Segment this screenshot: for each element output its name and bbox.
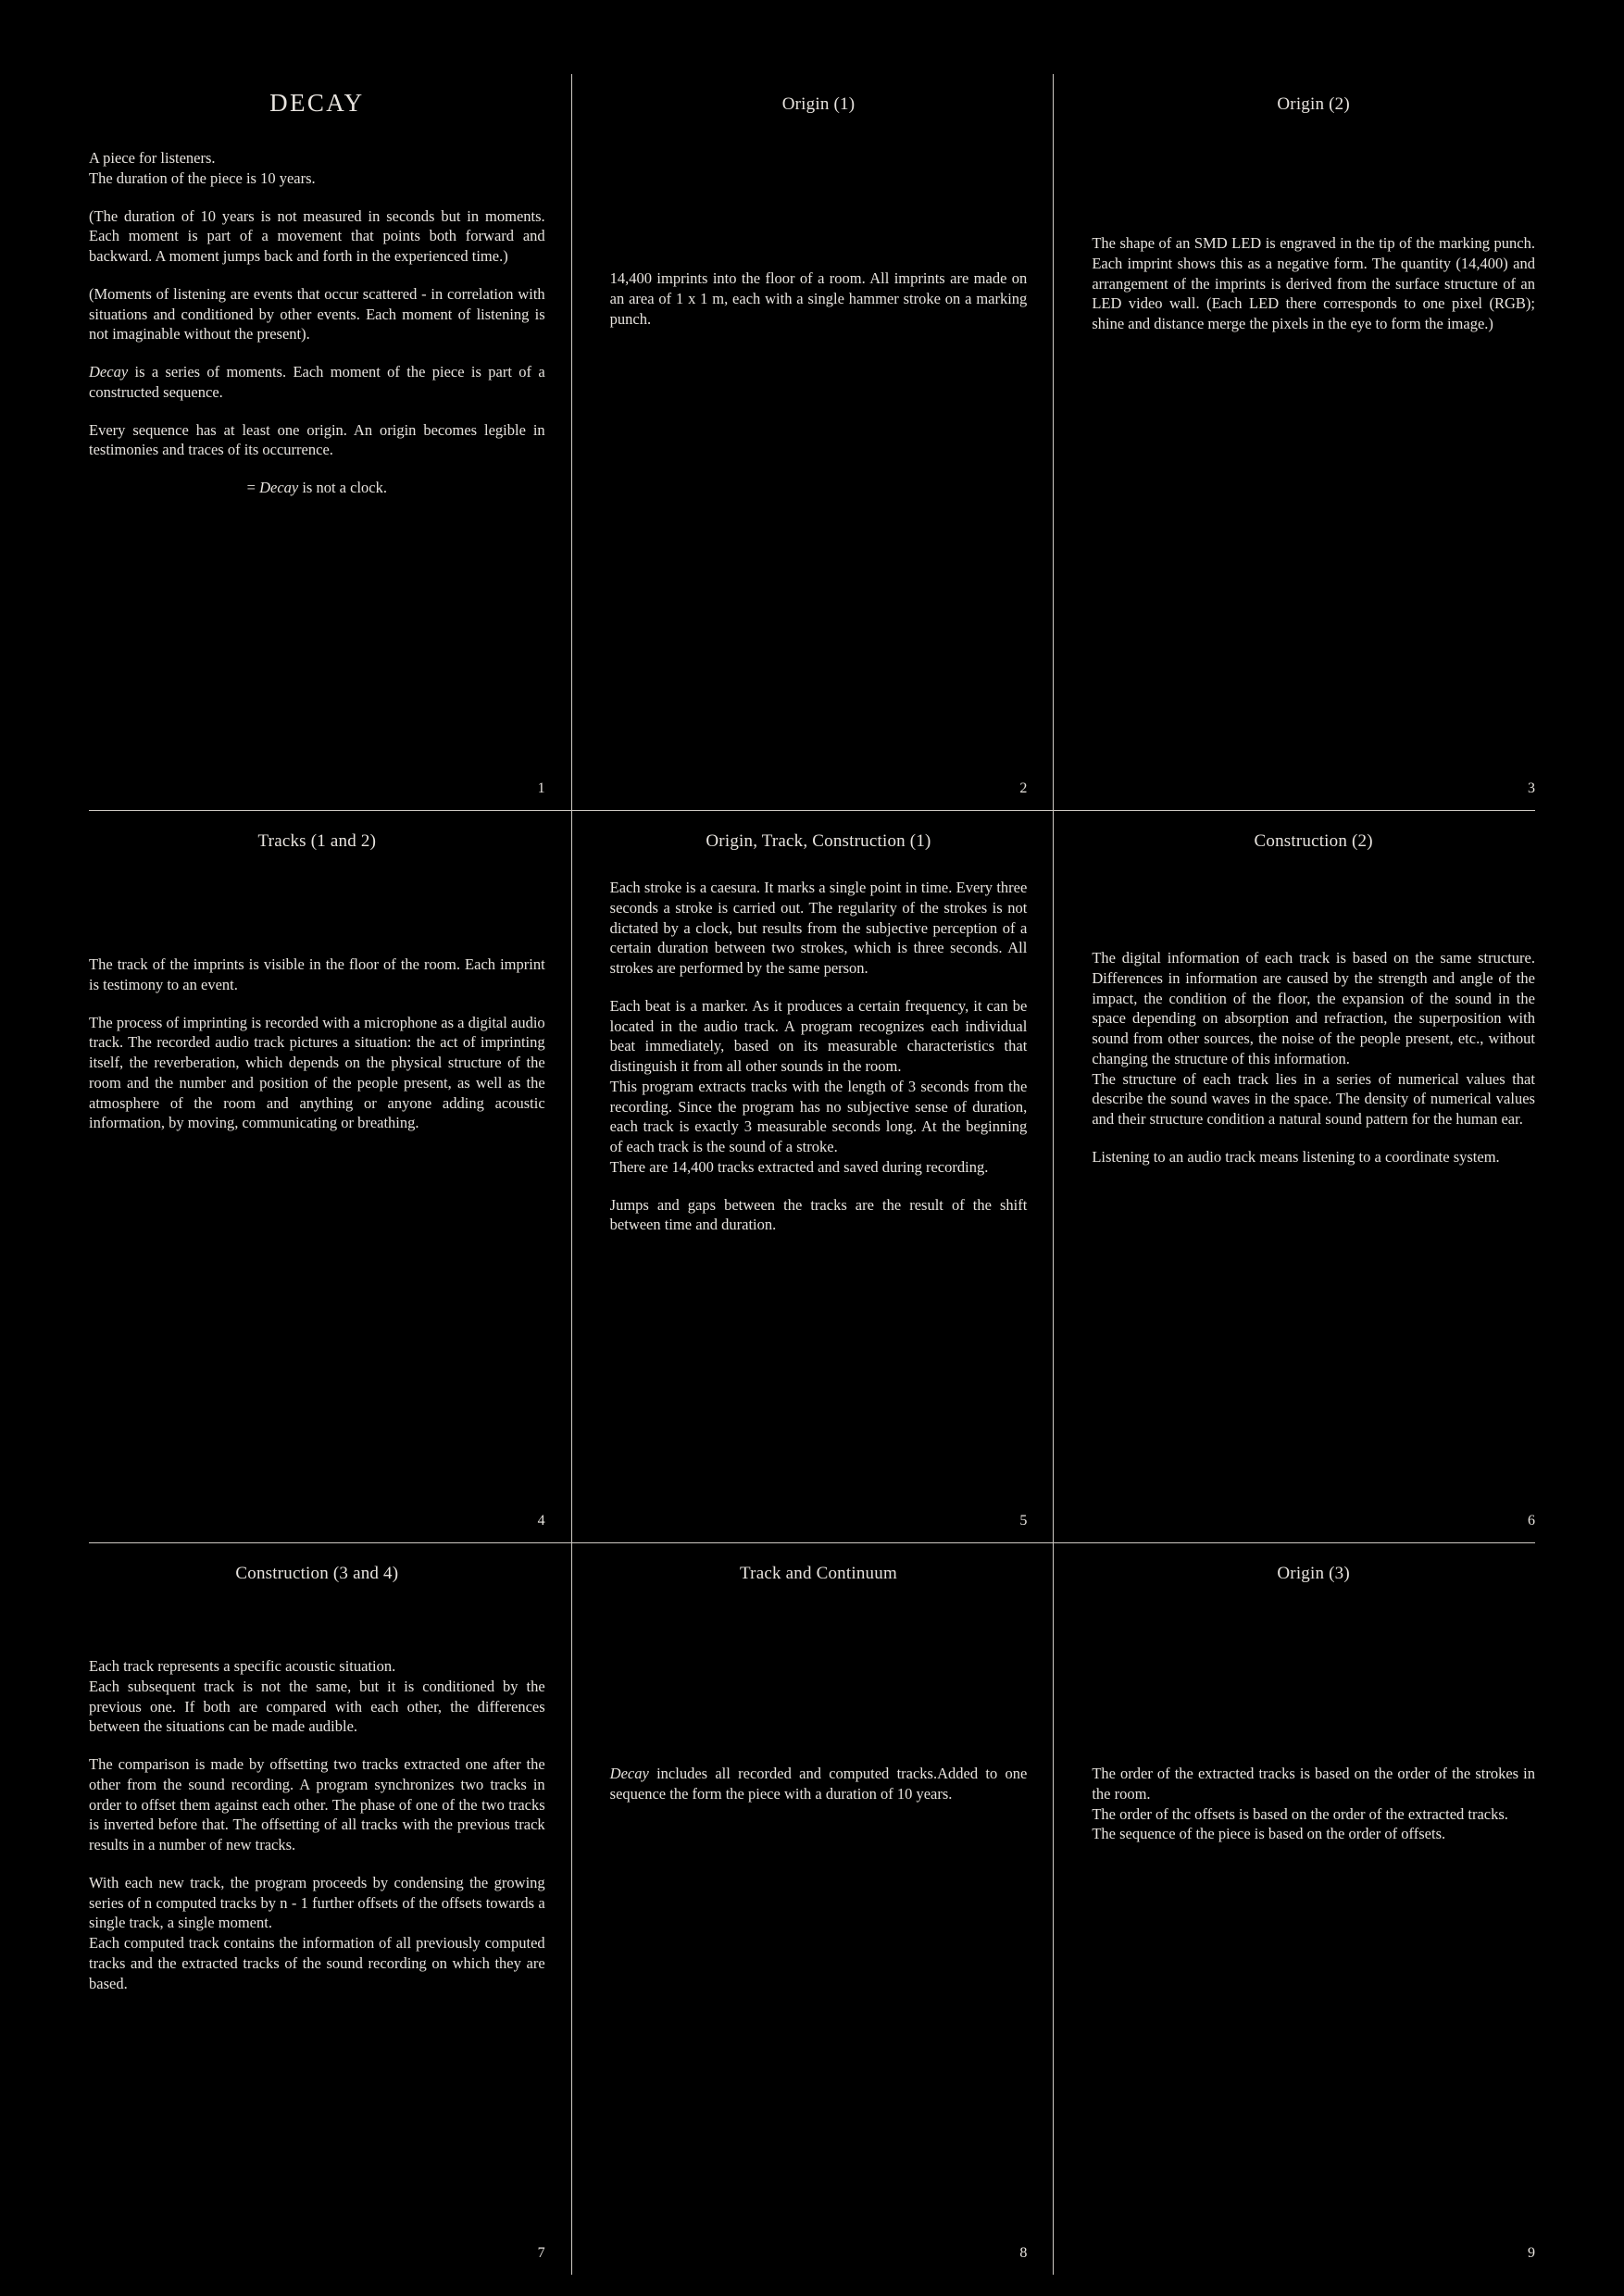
panel-origin-3 <box>1053 1543 1535 2275</box>
panel-body <box>1053 948 1535 1185</box>
paragraph: A piece for listeners. <box>89 149 216 167</box>
panel-body <box>89 955 571 1151</box>
panel-decay <box>89 74 571 810</box>
paragraph: There are 14,400 tracks extracted and saved during recording. <box>609 1157 989 1176</box>
panel-title: Origin (2) <box>1277 94 1350 114</box>
paragraph: The comparison is made by offsetting two tracks extracted one after the other from the sound recording. A program synchronizes two tracks in order to offset them against each other. The phase of one of the two tracks is inverted before that. The offsetting of all tracks with the previous track results in a number of new tracks. <box>89 1755 545 1854</box>
page-number: 5 <box>1019 1513 1028 1529</box>
panel-title: Construction (3 and 4) <box>235 1564 399 1583</box>
paragraph: Jumps and gaps between the tracks are the result of the shift between time and duration. <box>609 1195 1028 1234</box>
panel-track-and-continuum <box>571 1543 1054 2275</box>
paragraph: The sequence of the piece is based on the order of offsets. <box>1092 1825 1446 1843</box>
panel-construction-3-4 <box>89 1543 571 2275</box>
paragraph: The structure of each track lies in a series of numerical values that describe the sound waves in the space. The density of numerical values and their structure condition a natural sound pattern for the human ear. <box>1092 1069 1535 1129</box>
panel-title: DECAY <box>269 89 365 117</box>
paragraph: The digital information of each track is based on the same structure. Differences in information are caused by the strength and angle of the impact, the condition of the floor, the expansion of the sound in the space depending on absorption and refraction, the superposition with sound from other sources, the noise of the people present, etc., without changing the structure of this information. <box>1092 949 1535 1067</box>
panel-title: Origin (3) <box>1277 1564 1350 1583</box>
panel-title: Construction (2) <box>1254 831 1373 851</box>
paragraph: The order of the extracted tracks is based on the order of the strokes in the room. <box>1092 1765 1535 1803</box>
page-number: 6 <box>1527 1513 1535 1529</box>
page-number: 3 <box>1527 780 1535 796</box>
page-number: 4 <box>537 1513 545 1529</box>
paragraph: Decay includes all recorded and computed tracks.Added to one sequence the form the piece with a duration of 10 years. <box>609 1765 1028 1803</box>
paragraph: Each subsequent track is not the same, but it is conditioned by the previous one. If both are compared with each other, the differences between the situations can be made audible. <box>89 1677 545 1736</box>
panel-body <box>571 878 1054 1253</box>
paragraph: Each computed track contains the information of all previously computed tracks and the extracted tracks of the sound recording on which they are based. <box>89 1934 545 1992</box>
grid-row-3 <box>89 1543 1535 2275</box>
page-number: 9 <box>1527 2245 1535 2261</box>
paragraph: The process of imprinting is recorded with a microphone as a digital audio track. The recorded audio track pictures a situation: the act of imprinting itself, the reverberation, which depends on the physical structure of the room and the number and position of the people present, as well as the atmosphere of the room and anything or anyone adding acoustic information, by moving, communicating or breathing. <box>89 1013 545 1132</box>
paragraph: The track of the imprints is visible in the floor of the room. Each imprint is testimony to an event. <box>89 955 545 993</box>
panel-body <box>89 148 571 516</box>
paragraph: The order of thc offsets is based on the order of the extracted tracks. <box>1092 1804 1508 1823</box>
grid-row-2 <box>89 811 1535 1542</box>
paragraph: (Moments of listening are events that occur scattered - in correlation with situations and conditioned by other events. Each moment of listening is not imaginable without the present). <box>89 284 545 343</box>
panel-origin-track-construction-1 <box>571 811 1054 1542</box>
page-number: 2 <box>1019 780 1028 796</box>
page-number: 1 <box>537 780 545 796</box>
paragraph: The shape of an SMD LED is engraved in the tip of the marking punch. Each imprint shows this as a negative form. The quantity (14,400) and arrangement of the imprints is derived from the surface structure of an LED video wall. (Each LED there corresponds to one pixel (RGB); shine and distance merge the pixels in the eye to form the image.) <box>1092 234 1535 333</box>
panel-construction-2 <box>1053 811 1535 1542</box>
content-grid <box>89 74 1535 2275</box>
panel-origin-1 <box>571 74 1054 810</box>
paragraph: Listening to an audio track means listening to a coordinate system. <box>1092 1147 1500 1166</box>
panel-body <box>89 1656 571 2011</box>
paragraph: With each new track, the program proceeds by condensing the growing series of n computed tracks by n - 1 further offsets of the offsets towards a single track, a single moment. <box>89 1873 545 1932</box>
paragraph: Each beat is a marker. As it produces a certain frequency, it can be located in the audio track. A program recognizes each individual beat immediately, based on its measurable characteristics that distinguish it from all other sounds in the room. <box>609 996 1028 1076</box>
paragraph: 14,400 imprints into the floor of a room. All imprints are made on an area of 1 x 1 m, each with a single hammer stroke on a marking punch. <box>609 269 1028 328</box>
grid-row-1 <box>89 74 1535 810</box>
panel-tracks-1-2 <box>89 811 571 1542</box>
paragraph: (The duration of 10 years is not measured in seconds but in moments. Each moment is part of a movement that points both forward and backward. A moment jumps back and forth in the experienced time.) <box>89 206 545 266</box>
paragraph: This program extracts tracks with the length of 3 seconds from the recording. Since the program has no subjective sense of duration, each track is exactly 3 measurable seconds long. At the beginning of each track is the sound of a stroke. <box>609 1077 1028 1156</box>
paragraph: The duration of the piece is 10 years. <box>89 168 316 187</box>
panel-title: Origin (1) <box>781 94 856 114</box>
paragraph: Decay is a series of moments. Each moment of the piece is part of a constructed sequence. <box>89 363 545 401</box>
panel-body <box>1053 233 1535 352</box>
page-number: 8 <box>1019 2245 1028 2261</box>
panel-title: Tracks (1 and 2) <box>257 831 377 851</box>
panel-title: Track and Continuum <box>740 1564 897 1583</box>
paragraph: Every sequence has at least one origin. An origin becomes legible in testimonies and traces of its occurrence. <box>89 420 545 459</box>
panel-body <box>1053 1764 1535 1862</box>
page-number: 7 <box>537 2245 545 2261</box>
panel-body <box>571 268 1054 346</box>
panel-title: Origin, Track, Construction (1) <box>706 831 931 851</box>
paragraph: = Decay is not a clock. <box>246 479 387 497</box>
panel-origin-2 <box>1053 74 1535 810</box>
paragraph: Each track represents a specific acoustic situation. <box>89 1657 396 1675</box>
panel-body <box>571 1764 1054 1822</box>
paragraph: Each stroke is a caesura. It marks a single point in time. Every three seconds a stroke is carried out. The regularity of the strokes is not dictated by a clock, but results from the subjective perception of a certain duration between two strokes, which is three seconds. All strokes are performed by the same person. <box>609 879 1028 978</box>
